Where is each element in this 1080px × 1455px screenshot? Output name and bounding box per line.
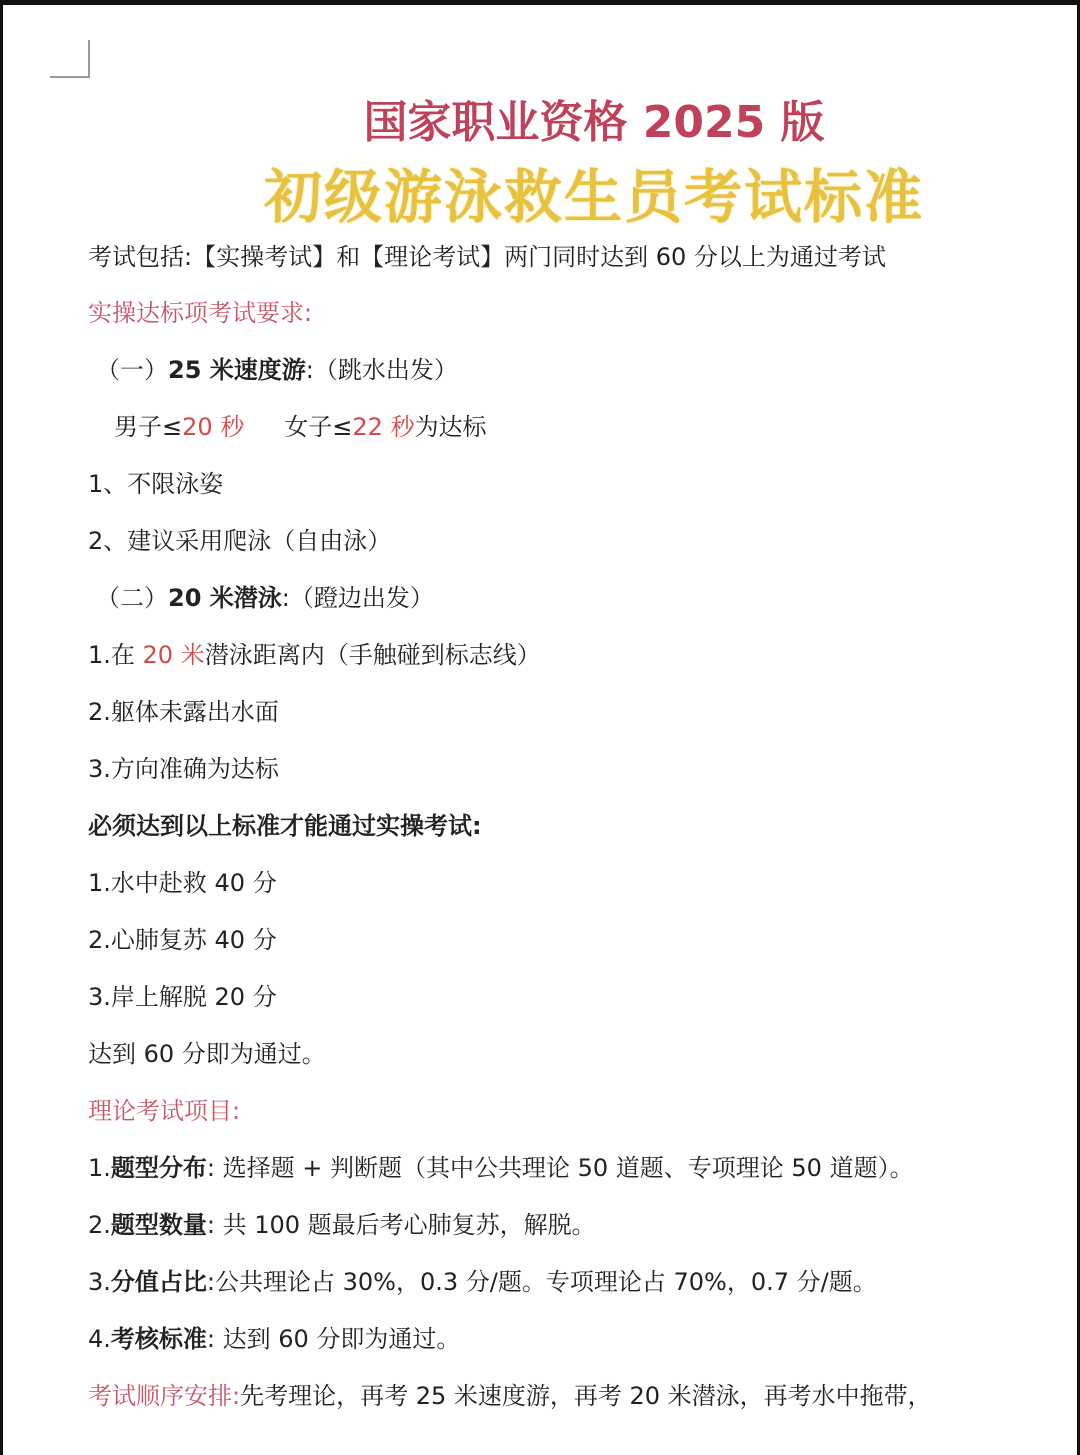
section1-prefix: （一） [96,356,168,384]
section2-prefix: （二） [96,584,168,612]
document-subtitle: 初级游泳救生员考试标准 [263,163,924,231]
practical-heading: 实操达标项考试要求: [88,299,313,327]
theory-item [88,1210,596,1240]
section1-item: 1、不限泳姿 [88,470,224,498]
score-item: 1.水中赴救 40 分 [88,869,277,897]
section2-title: 20 米潜泳 [168,584,282,612]
theory-item-text: : 共 100 题最后考心肺复苏，解脱。 [206,1211,596,1239]
theory-item [88,1153,914,1183]
theory-item-text: :公共理论占 30%，0.3 分/题。专项理论占 70%，0.7 分/题。 [206,1268,877,1296]
section2-suffix: :（蹬边出发） [281,584,434,612]
section2-heading [96,583,434,613]
female-label: 女子≤ [284,413,353,441]
score-item: 2.心肺复苏 40 分 [88,926,277,954]
time-standard-line [114,412,487,442]
theory-item-number: 2. [88,1211,111,1239]
section2-item: 3.方向准确为达标 [88,755,279,783]
exam-order-line [88,1381,932,1411]
section2-item: 2.躯体未露出水面 [88,698,279,726]
section1-heading [96,355,458,385]
theory-item-label: 考核标准 [110,1325,207,1353]
exam-order-text: 先考理论，再考 25 米速度游，再考 20 米潜泳，再考水中拖带， [240,1382,932,1410]
section2-item1-prefix: 1.在 [88,641,143,669]
theory-item [88,1267,877,1297]
intro-line: 考试包括:【实操考试】和【理论考试】两门同时达到 60 分以上为通过考试 [88,243,886,271]
theory-item-label: 分值占比 [110,1268,207,1296]
section2-item1-suffix: 潜泳距离内（手触碰到标志线） [204,641,541,669]
pass-line: 达到 60 分即为通过。 [88,1040,326,1068]
male-label: 男子≤ [114,413,183,441]
theory-item-text: : 达到 60 分即为通过。 [206,1325,461,1353]
theory-heading: 理论考试项目: [88,1097,241,1125]
male-time: 20 秒 [182,413,245,441]
exam-order-label: 考试顺序安排: [88,1382,241,1410]
theory-item-number: 4. [88,1325,111,1353]
theory-item-number: 1. [88,1154,111,1182]
score-item: 3.岸上解脱 20 分 [88,983,277,1011]
theory-item-label: 题型分布 [110,1154,207,1182]
theory-item [88,1324,460,1354]
section2-item [88,640,541,670]
theory-item-text: : 选择题 + 判断题（其中公共理论 50 道题、专项理论 50 道题）。 [206,1154,914,1182]
theory-item-label: 题型数量 [110,1211,207,1239]
section2-item1-distance: 20 米 [142,641,205,669]
female-suffix: 为达标 [414,413,487,441]
theory-item-number: 3. [88,1268,111,1296]
must-pass-heading: 必须达到以上标准才能通过实操考试: [88,812,482,840]
female-time: 22 秒 [352,413,415,441]
section1-title: 25 米速度游 [168,356,306,384]
top-border [0,0,1080,5]
page-corner-mark [50,40,90,78]
document-title: 国家职业资格 2025 版 [363,97,825,148]
section1-item: 2、建议采用爬泳（自由泳） [88,527,392,555]
section1-suffix: :（跳水出发） [305,356,458,384]
